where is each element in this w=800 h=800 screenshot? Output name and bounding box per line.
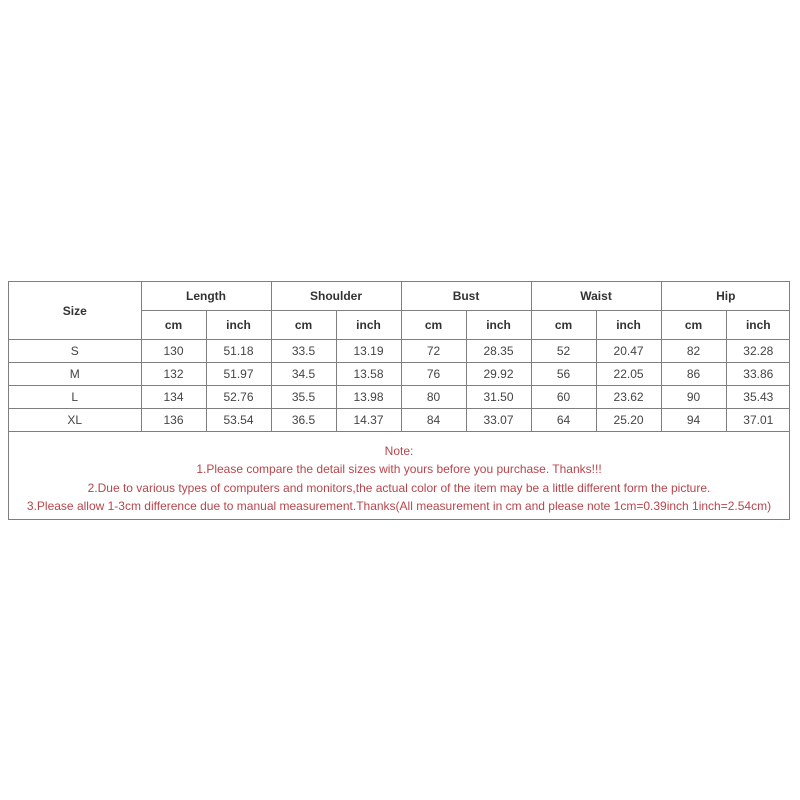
bust-header: Bust bbox=[401, 282, 531, 311]
shoulder-header: Shoulder bbox=[271, 282, 401, 311]
value-cell: 51.97 bbox=[206, 363, 271, 386]
value-cell: 94 bbox=[661, 409, 726, 432]
value-cell: 35.43 bbox=[726, 386, 790, 409]
table-row bbox=[9, 340, 790, 363]
unit-header: cm bbox=[661, 311, 726, 340]
value-cell: 14.37 bbox=[336, 409, 401, 432]
notes-section bbox=[9, 442, 789, 515]
note-line: 1.Please compare the detail sizes with yours before you purchase. Thanks!!! bbox=[196, 462, 602, 477]
value-cell: 22.05 bbox=[596, 363, 661, 386]
value-cell: 35.5 bbox=[271, 386, 336, 409]
value-cell: 84 bbox=[401, 409, 466, 432]
value-cell: 36.5 bbox=[271, 409, 336, 432]
size-cell: S bbox=[9, 340, 141, 363]
value-cell: 130 bbox=[141, 340, 206, 363]
value-cell: 53.54 bbox=[206, 409, 271, 432]
unit-header: cm bbox=[271, 311, 336, 340]
value-cell: 64 bbox=[531, 409, 596, 432]
note-line: 2.Due to various types of computers and monitors,the actual color of the item may be a little different form the picture. bbox=[87, 480, 711, 495]
value-cell: 37.01 bbox=[726, 409, 790, 432]
value-cell: 132 bbox=[141, 363, 206, 386]
hip-header: Hip bbox=[661, 282, 790, 311]
value-cell: 23.62 bbox=[596, 386, 661, 409]
value-cell: 33.5 bbox=[271, 340, 336, 363]
value-cell: 33.86 bbox=[726, 363, 790, 386]
table-row bbox=[9, 386, 790, 409]
waist-header: Waist bbox=[531, 282, 661, 311]
size-column-header: Size bbox=[9, 282, 141, 340]
unit-header: cm bbox=[401, 311, 466, 340]
value-cell: 33.07 bbox=[466, 409, 531, 432]
note-line: 3.Please allow 1-3cm difference due to manual measurement.Thanks(All measurement in cm and please note 1cm=0.39inch 1inch=2.54cm) bbox=[26, 498, 772, 513]
value-cell: 90 bbox=[661, 386, 726, 409]
value-cell: 34.5 bbox=[271, 363, 336, 386]
value-cell: 52.76 bbox=[206, 386, 271, 409]
value-cell: 31.50 bbox=[466, 386, 531, 409]
unit-header: inch bbox=[336, 311, 401, 340]
unit-header: inch bbox=[596, 311, 661, 340]
value-cell: 60 bbox=[531, 386, 596, 409]
size-cell: M bbox=[9, 363, 141, 386]
value-cell: 13.58 bbox=[336, 363, 401, 386]
value-cell: 76 bbox=[401, 363, 466, 386]
unit-header: inch bbox=[726, 311, 790, 340]
size-cell: L bbox=[9, 386, 141, 409]
group-header-row bbox=[9, 282, 790, 311]
value-cell: 56 bbox=[531, 363, 596, 386]
value-cell: 32.28 bbox=[726, 340, 790, 363]
value-cell: 25.20 bbox=[596, 409, 661, 432]
table-row bbox=[9, 363, 790, 386]
size-table bbox=[9, 282, 790, 432]
value-cell: 136 bbox=[141, 409, 206, 432]
table-row bbox=[9, 409, 790, 432]
unit-header: inch bbox=[466, 311, 531, 340]
value-cell: 82 bbox=[661, 340, 726, 363]
unit-header: inch bbox=[206, 311, 271, 340]
value-cell: 134 bbox=[141, 386, 206, 409]
size-chart bbox=[8, 281, 790, 520]
value-cell: 51.18 bbox=[206, 340, 271, 363]
value-cell: 72 bbox=[401, 340, 466, 363]
length-header: Length bbox=[141, 282, 271, 311]
unit-header: cm bbox=[531, 311, 596, 340]
value-cell: 20.47 bbox=[596, 340, 661, 363]
value-cell: 13.98 bbox=[336, 386, 401, 409]
size-cell: XL bbox=[9, 409, 141, 432]
unit-header: cm bbox=[141, 311, 206, 340]
value-cell: 28.35 bbox=[466, 340, 531, 363]
value-cell: 86 bbox=[661, 363, 726, 386]
value-cell: 80 bbox=[401, 386, 466, 409]
note-title: Note: bbox=[384, 444, 414, 458]
value-cell: 29.92 bbox=[466, 363, 531, 386]
value-cell: 13.19 bbox=[336, 340, 401, 363]
value-cell: 52 bbox=[531, 340, 596, 363]
